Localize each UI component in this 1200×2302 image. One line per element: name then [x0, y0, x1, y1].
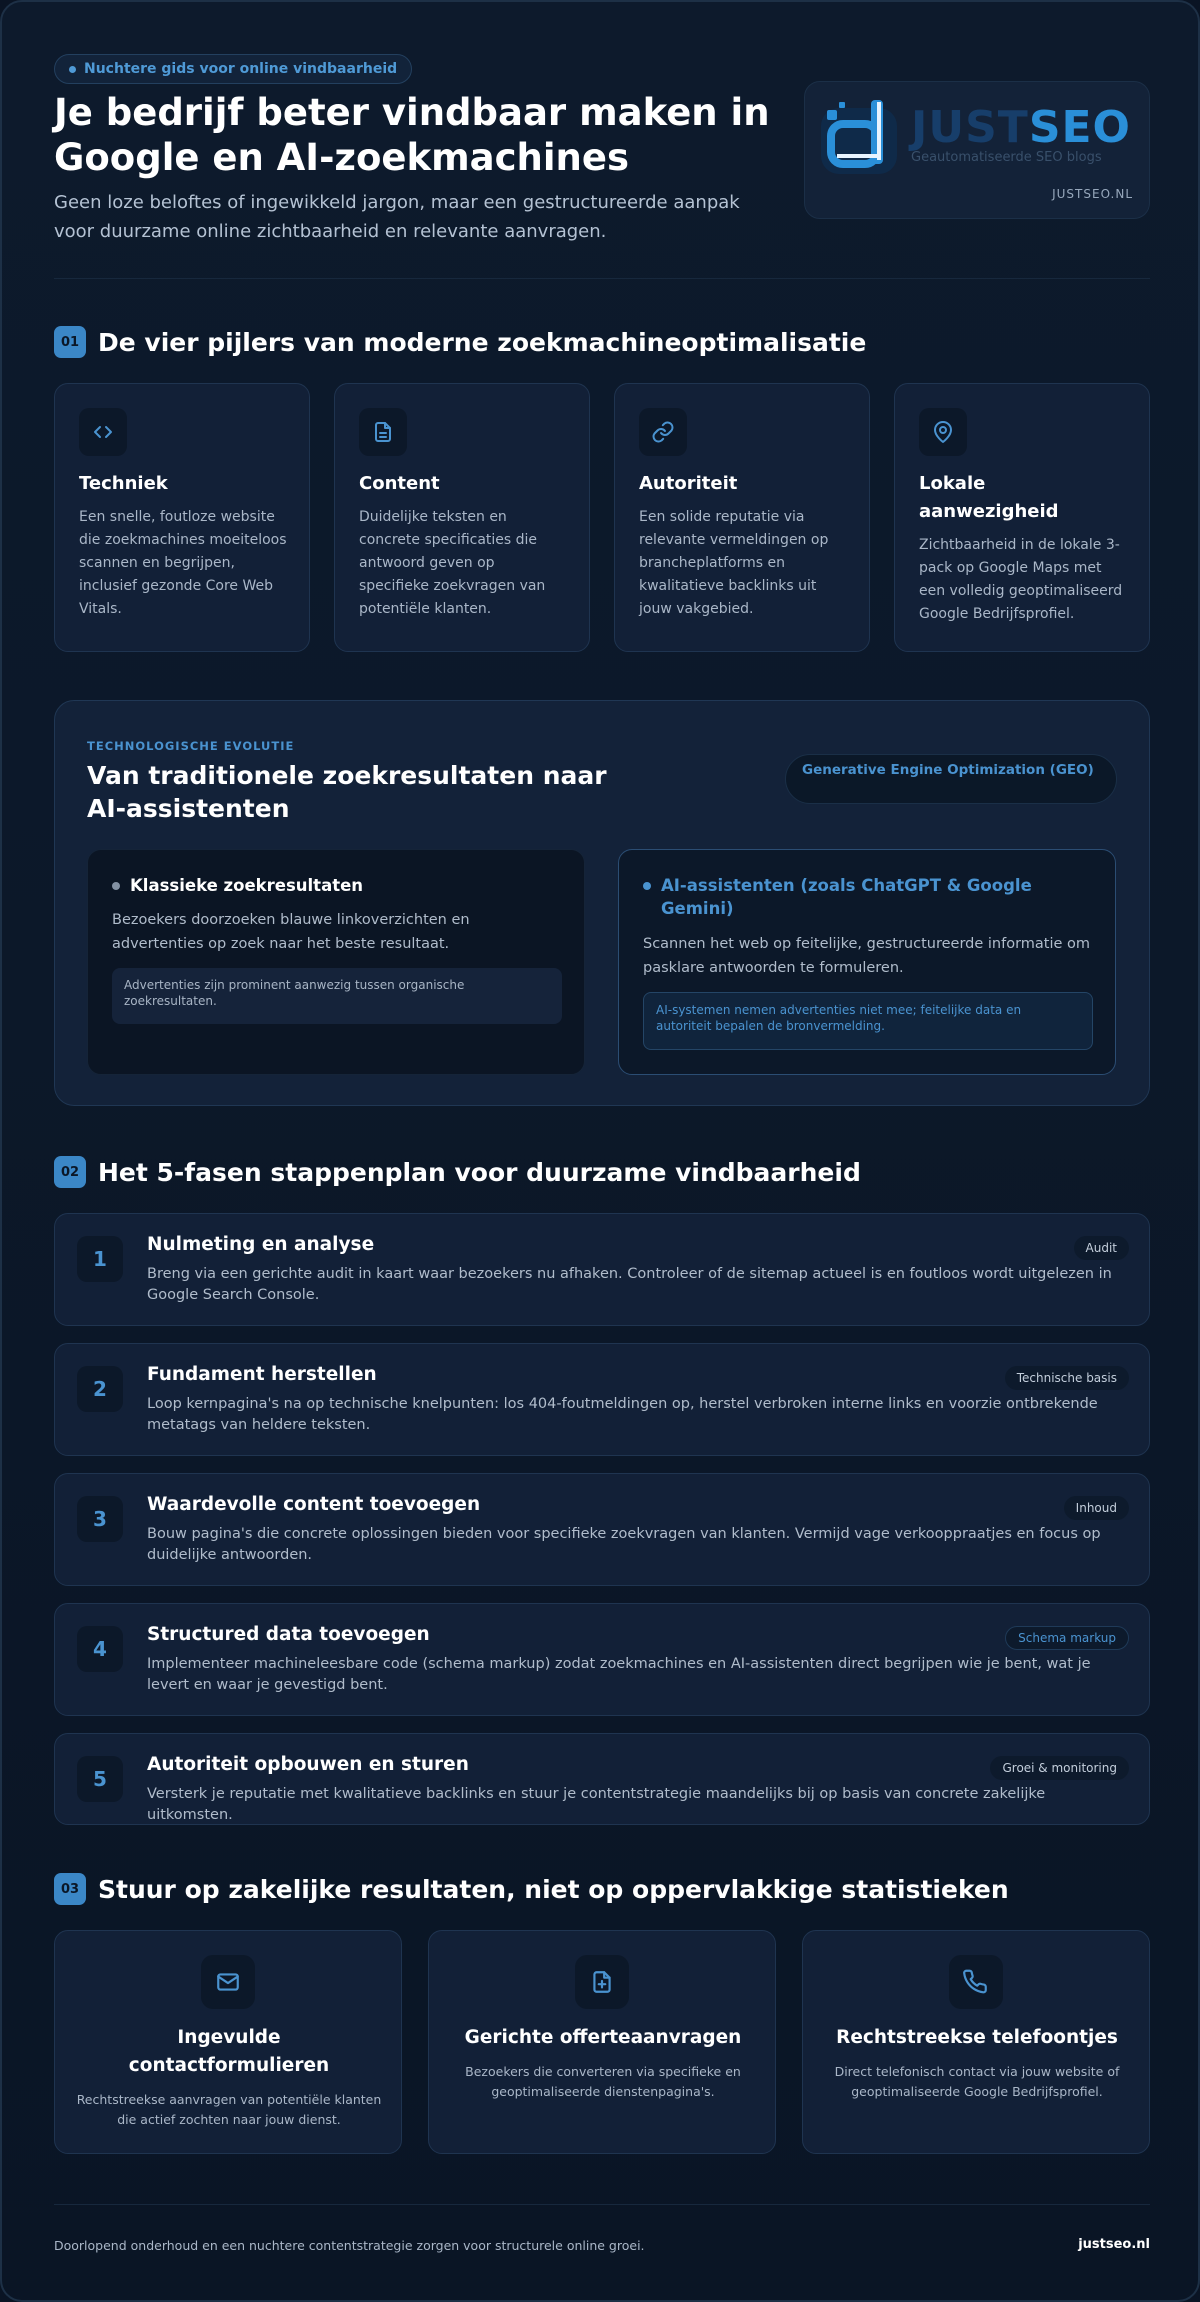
step-card-4 [54, 1603, 1150, 1716]
section-header-results [54, 1873, 1009, 1905]
pillar-title: Techniek [79, 473, 168, 494]
header-badge [54, 54, 412, 84]
badge-dot [69, 66, 76, 73]
result-text: Rechtstreekse aanvragen van potentiële klanten die actief zochten naar jouw dienst. [76, 2092, 382, 2127]
pillar-title: Lokale aanwezigheid [919, 473, 1059, 522]
ai-assistants-title: AI-assistenten (zoals ChatGPT & Google Gemini) [661, 876, 1032, 918]
logo-url[interactable]: JUSTSEO.NL [1052, 187, 1133, 201]
classic-results-title: Klassieke zoekresultaten [130, 876, 364, 895]
mail-icon [201, 1955, 255, 2009]
evolution-eyebrow: TECHNOLOGISCHE EVOLUTIE [87, 739, 295, 753]
pillar-text: Duidelijke teksten en concrete specificaties die antwoord geven op specifieke zoekvragen van potentiële klanten. [359, 509, 546, 617]
link-icon [639, 408, 687, 456]
footer-divider [54, 2204, 1150, 2205]
header-divider [54, 278, 1150, 279]
step-card-2 [54, 1343, 1150, 1456]
result-text: Direct telefonisch contact via jouw website of geoptimaliseerde Google Bedrijfsprofiel. [834, 2064, 1120, 2099]
geo-badge: Generative Engine Optimization (GEO) [785, 754, 1117, 804]
step-card-5 [54, 1733, 1150, 1825]
header-badge-label: Nuchtere gids voor online vindbaarheid [84, 61, 398, 77]
result-text: Bezoekers die converteren via specifieke en geoptimaliseerde dienstenpagina's. [465, 2064, 741, 2099]
ai-assistants-text: Scannen het web op feitelijke, gestructureerde informatie om pasklare antwoorden te formuleren. [643, 936, 1091, 976]
section-title: Het 5-fasen stappenplan voor duurzame vindbaarheid [98, 1157, 861, 1187]
step-text: Loop kernpagina's na op technische knelpunten: los 404-foutmeldingen op, herstel verbroken interne links en voorzie ontbrekende metatags van heldere teksten. [147, 1396, 1098, 1433]
file-plus-icon [575, 1955, 629, 2009]
classic-results-text: Bezoekers doorzoeken blauwe linkoverzichten en advertenties op zoek naar het beste resultaat. [112, 912, 470, 952]
pillar-text: Een solide reputatie via relevante vermeldingen op brancheplatforms en kwalitatieve backlinks uit jouw vakgebied. [639, 509, 829, 617]
result-title: Rechtstreekse telefoontjes [836, 2027, 1118, 2048]
phone-icon [949, 1955, 1003, 2009]
result-card-contactformulieren [54, 1930, 402, 2154]
section-header-pillars [54, 326, 866, 358]
step-title: Waardevolle content toevoegen [147, 1494, 481, 1515]
classic-results-heading [112, 874, 562, 897]
code-icon [79, 408, 127, 456]
step-title: Nulmeting en analyse [147, 1234, 375, 1255]
bullet-dot [112, 882, 120, 890]
section-number: 03 [54, 1873, 86, 1905]
pillar-title: Autoriteit [639, 473, 738, 494]
step-tag: Schema markup [1005, 1626, 1129, 1650]
footer-text: Doorlopend onderhoud en een nuchtere contentstrategie zorgen voor structurele online groei. [54, 2238, 645, 2253]
evolution-title: Van traditionele zoekresultaten naar AI-assistenten [87, 761, 607, 823]
result-card-telefoontjes [802, 1930, 1150, 2154]
pillar-title: Content [359, 473, 440, 494]
step-text: Implementeer machineleesbare code (schema markup) zodat zoekmachines en AI-assistenten direct begrijpen wie je bent, wat je levert en waar je gevestigd bent. [147, 1656, 1091, 1693]
step-title: Fundament herstellen [147, 1364, 377, 1385]
logo-tagline: Geautomatiseerde SEO blogs [911, 150, 1102, 165]
section-title: Stuur op zakelijke resultaten, niet op oppervlakkige statistieken [98, 1874, 1009, 1904]
result-title: Ingevulde contactformulieren [128, 2027, 330, 2076]
page-title: Je bedrijf beter vindbaar maken in Google en AI-zoekmachines [54, 91, 770, 179]
step-number: 5 [77, 1756, 123, 1802]
result-title: Gerichte offerteaanvragen [464, 2027, 742, 2048]
step-number: 4 [77, 1626, 123, 1672]
step-text: Bouw pagina's die concrete oplossingen bieden voor specifieke zoekvragen van klanten. Vermijd vage verkooppraatjes en focus op duidelijke antwoorden. [147, 1526, 1101, 1563]
pillar-card-autoriteit [614, 383, 870, 652]
step-text: Breng via een gerichte audit in kaart waar bezoekers nu afhaken. Controleer of de sitemap actueel is en foutloos wordt uitgelezen in Google Search Console. [147, 1266, 1112, 1303]
logo-card[interactable] [804, 81, 1150, 219]
step-tag: Groei & monitoring [990, 1756, 1129, 1780]
step-number: 1 [77, 1236, 123, 1282]
section-header-steps [54, 1156, 861, 1188]
page-subtitle: Geen loze beloftes of ingewikkeld jargon, maar een gestructureerde aanpak voor duurzame online zichtbaarheid en relevante aanvragen. [54, 192, 740, 242]
section-title: De vier pijlers van moderne zoekmachineoptimalisatie [98, 327, 867, 357]
map-pin-icon [919, 408, 967, 456]
justseo-logo-icon [821, 96, 903, 180]
document-icon [359, 408, 407, 456]
step-number: 3 [77, 1496, 123, 1542]
bullet-dot [643, 882, 651, 890]
result-card-offerteaanvragen [428, 1930, 776, 2154]
ai-assistants-heading [643, 874, 1093, 920]
step-number: 2 [77, 1366, 123, 1412]
step-tag: Inhoud [1064, 1496, 1129, 1520]
pillar-card-lokale-aanwezigheid [894, 383, 1150, 652]
logo-wordmark: JUSTSEO [911, 102, 1131, 153]
ai-assistants-note: AI-systemen nemen advertenties niet mee; feitelijke data en autoriteit bepalen de bronvermelding. [643, 992, 1093, 1050]
step-tag: Audit [1074, 1236, 1129, 1260]
step-card-1 [54, 1213, 1150, 1326]
step-title: Autoriteit opbouwen en sturen [147, 1754, 469, 1775]
step-tag: Technische basis [1005, 1366, 1129, 1390]
classic-results-panel [87, 849, 585, 1075]
classic-results-note: Advertenties zijn prominent aanwezig tussen organische zoekresultaten. [112, 968, 562, 1024]
evolution-card [54, 700, 1150, 1106]
pillar-text: Zichtbaarheid in de lokale 3-pack op Google Maps met een volledig geoptimaliseerd Google Bedrijfsprofiel. [919, 537, 1123, 622]
ai-assistants-panel [618, 849, 1116, 1075]
footer-link[interactable]: justseo.nl [1078, 2237, 1150, 2252]
step-title: Structured data toevoegen [147, 1624, 430, 1645]
pillar-card-content [334, 383, 590, 652]
section-number: 01 [54, 326, 86, 358]
section-number: 02 [54, 1156, 86, 1188]
pillar-text: Een snelle, foutloze website die zoekmachines moeiteloos scannen en begrijpen, inclusief gezonde Core Web Vitals. [79, 509, 287, 617]
pillar-card-techniek [54, 383, 310, 652]
step-card-3 [54, 1473, 1150, 1586]
step-text: Versterk je reputatie met kwalitatieve backlinks en stuur je contentstrategie maandelijks bij op basis van concrete zakelijke uitkomsten. [147, 1786, 1046, 1823]
